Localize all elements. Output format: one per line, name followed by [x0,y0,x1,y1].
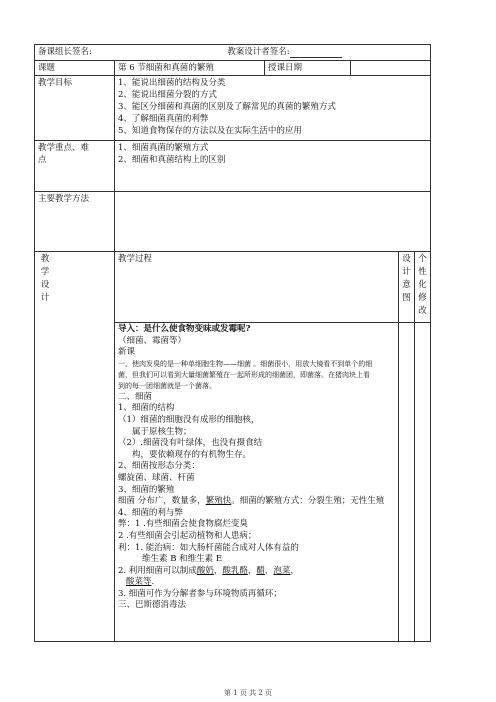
signature-row [35,45,431,61]
methods-label: 主要教学方法 [38,194,90,204]
objective-item: 2、能说出细菌分裂的方式 [118,90,217,100]
design-side-char: 设 [40,280,50,290]
personal-char: 修 [418,293,427,303]
designer-signature-label: 教案设计者签名: [227,47,290,57]
content-line: 2 .有些细菌会引起动植物和人患病； [118,530,257,541]
design-side-char: 学 [40,267,50,277]
objective-item: 4、了解细菌真菌的利弊 [118,114,209,124]
leader-signature-label: 备课组长签名: [38,47,92,57]
key-points-list [115,141,431,192]
lesson-plan-page [34,44,430,642]
paragraph-line: 菌，但我们可以看到大量细菌繁殖在一起所形成的细菌团，即菌落。在猪肉块上看 [118,370,370,379]
underlined-term: 繁殖快 [205,496,232,507]
underlined-term: 酸奶 [196,565,214,576]
personal-char: 个 [418,254,427,264]
underlined-term: 醋 [256,565,265,576]
underlined-term: 泡菜 [273,565,291,576]
new-lesson-heading: 新课 [118,347,136,358]
key-points-label: 教学重点、难 [38,143,90,153]
content-line: （2）.细菌没有叶绿体，也没有摄食结 [118,438,263,449]
lesson-content [115,323,399,642]
objective-item: 5、知道食物保存的方法以及在实际生活中的应用 [118,126,302,136]
content-text: ， [213,565,223,576]
intent-cell [399,252,415,323]
content-line: 弊：1 .有些细菌会使食物腐烂变臭 [118,519,248,530]
paragraph-line: 到的每一团细菌就是一个菌落。 [118,381,216,390]
design-header-row [35,252,431,323]
lesson-plan-table [34,44,431,642]
content-text: ， [247,565,257,576]
content-line: 属于原核生物； [132,426,192,437]
section-heading: 三、巴斯德消毒法 [118,600,187,611]
methods-row [35,192,431,252]
intent-char: 设 [402,254,411,264]
personal-cell [415,252,431,323]
content-text: . [151,577,155,588]
underlined-term: 酸乳酪 [222,565,248,576]
objective-item: 1、能说出细菌的结构及分类 [118,78,226,88]
key-points-label-cont: 点 [38,155,47,165]
objective-item: 3、能区分细菌和真菌的区别及了解常见的真菌的繁殖方式 [118,102,336,112]
subsection-heading: 4、细菌的利与弊 [118,507,183,518]
process-label: 教学过程 [118,254,153,264]
content-text: ， [290,565,299,576]
content-line [118,566,395,578]
content-line [118,577,395,589]
key-points-row [35,141,431,192]
date-label: 授课日期 [268,63,303,73]
personal-char: 性 [418,267,427,277]
content-text: ， [264,565,274,576]
objectives-label: 教学目标 [38,78,73,88]
designer-signature-line [290,49,342,58]
title-value: 第 6 节细菌和真菌的繁殖 [118,63,214,73]
intent-char: 图 [402,293,411,303]
content-text: 。细菌的繁殖方式：分裂生殖；无性生殖 [231,496,385,507]
content-line: 构，要依赖现存的有机物生存。 [132,449,252,460]
intent-char: 计 [402,267,411,277]
objectives-list [115,76,431,141]
key-point-item: 1、细菌真菌的繁殖方式 [118,143,209,153]
paragraph-line: 一、使肉发臭的是一种单细胞生物——细菌 。细菌很小，用放大镜看不到单个的细 [118,359,373,368]
content-line: 3. 细菌可作为分解者参与环境物质再循环； [118,588,282,599]
objectives-row [35,76,431,141]
content-line: 利：1. 能治病：如大肠杆菌能合成对人体有益的 [118,542,299,553]
subsection-heading: 1、细菌的结构 [118,403,175,414]
key-point-item: 2、细菌和真菌结构上的区别 [118,155,226,165]
personal-char: 化 [418,280,427,290]
personal-char: 改 [418,306,427,316]
design-side-cell [35,252,115,642]
content-text: 细菌 分布广，数量多， [118,496,206,507]
content-line: （1）细菌的细胞没有成形的细胞核， [118,414,260,425]
design-side-char: 计 [40,293,50,303]
title-label: 课题 [38,63,56,73]
title-row [35,61,431,76]
section-heading: 二、细菌 [118,391,153,402]
page-footer: 第 1 页 共 2 页 [223,689,273,697]
subsection-heading: 3、细菌的繁殖 [118,484,175,495]
content-line: 螺旋菌、球菌、杆菌 [118,472,195,483]
underlined-term: 酸菜等 [126,577,152,588]
design-side-char: 教 [40,254,50,264]
intro-title: 导入：是什么使食物变味或发霉呢? [118,324,251,334]
intent-char: 意 [402,280,411,290]
content-line: 维生素 B 和维生素 E [142,554,223,565]
intro-sub: （细菌、霉菌等） [118,335,187,346]
content-text: 2. 利用细菌可以制成 [118,565,197,576]
content-line [118,496,395,508]
subsection-heading: 2、细菌按形态分类： [118,461,200,472]
